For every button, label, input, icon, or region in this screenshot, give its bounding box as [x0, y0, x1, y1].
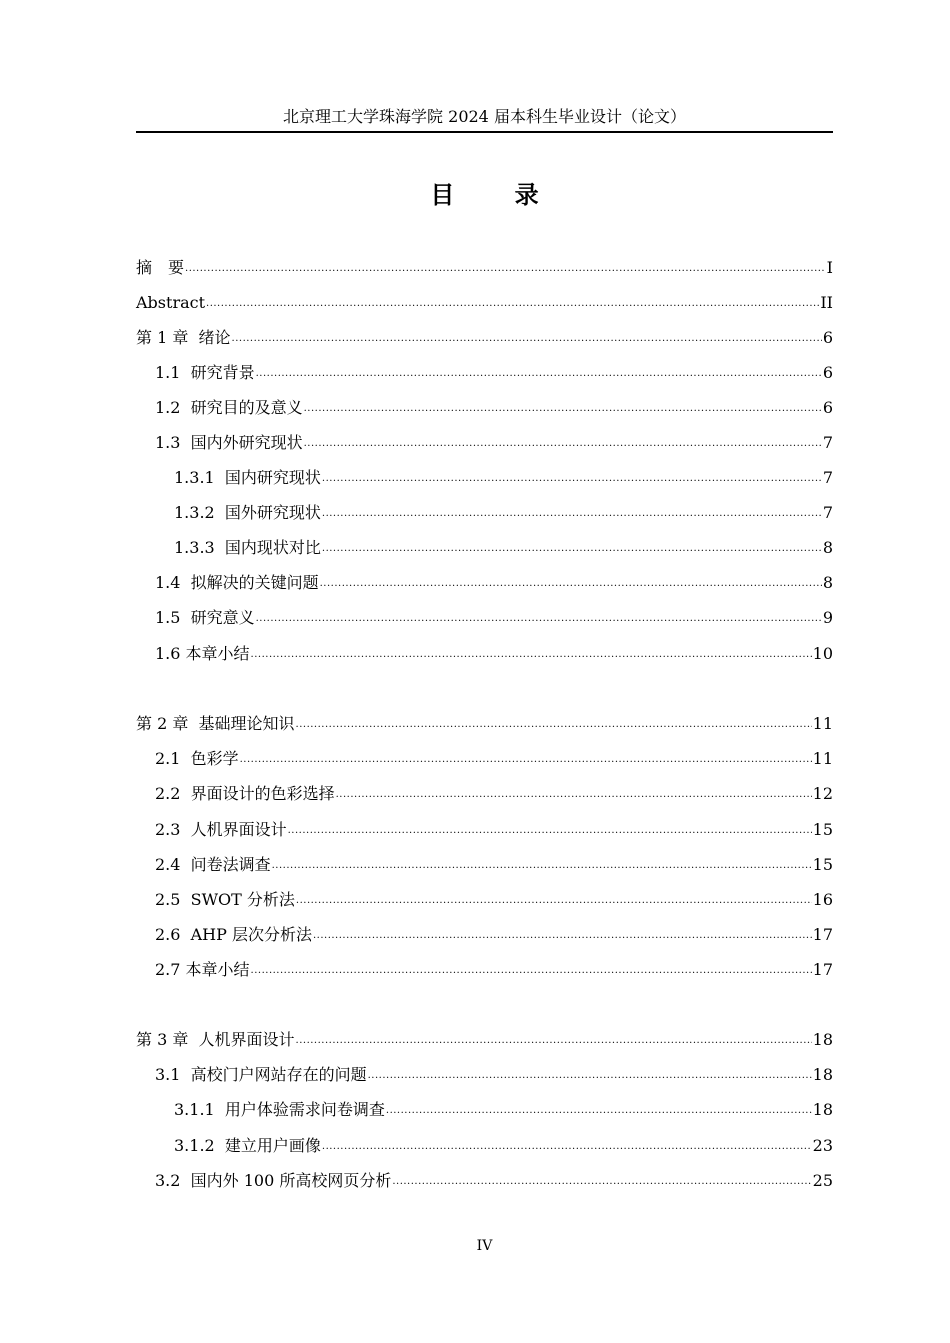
toc-entry-page: 10 — [812, 644, 833, 663]
toc-entry-1-1[interactable] — [136, 360, 833, 384]
toc-dot-leader — [322, 509, 822, 519]
toc-entry-1-3-3[interactable] — [136, 535, 833, 559]
toc-entry-3-2[interactable] — [136, 1168, 833, 1192]
toc-entry-1-5[interactable] — [136, 605, 833, 629]
toc-dot-leader — [296, 896, 812, 906]
toc-entry-page: 7 — [822, 433, 833, 452]
toc-entry-page: 17 — [812, 960, 833, 979]
toc-entry-1-6[interactable] — [136, 641, 833, 665]
toc-entry-1-3-2[interactable] — [136, 500, 833, 524]
toc-entry-3-1-1[interactable] — [136, 1097, 833, 1121]
toc-entry-abstract-cn[interactable] — [136, 255, 833, 279]
toc-entry-label: 摘 要 — [136, 258, 185, 277]
toc-dot-leader — [256, 614, 822, 624]
toc-entry-page: 23 — [812, 1136, 833, 1155]
toc-entry-page: 8 — [822, 538, 833, 557]
toc-entry-page: 18 — [812, 1065, 833, 1084]
toc-entry-label: 2.6 AHP 层次分析法 — [155, 925, 312, 944]
toc-dot-leader — [392, 1177, 811, 1187]
toc-entry-page: 9 — [822, 608, 833, 627]
toc-entry-label: 1.6 本章小结 — [155, 644, 250, 663]
toc-entry-2-5[interactable] — [136, 887, 833, 911]
toc-dot-leader — [206, 299, 819, 309]
toc-dot-leader — [320, 579, 822, 589]
toc-entry-page: 7 — [822, 468, 833, 487]
toc-entry-label: 2.2 界面设计的色彩选择 — [155, 784, 335, 803]
toc-dot-leader — [251, 650, 812, 660]
page-header: 北京理工大学珠海学院 2024 届本科生毕业设计（论文） — [283, 107, 686, 126]
toc-entry-1-3-1[interactable] — [136, 465, 833, 489]
toc-dot-leader — [240, 755, 812, 765]
toc-entry-page: 8 — [822, 573, 833, 592]
toc-entry-label: 3.2 国内外 100 所高校网页分析 — [155, 1171, 392, 1190]
toc-entry-label: 第 1 章 绪论 — [136, 328, 231, 347]
toc-entry-page: 6 — [822, 398, 833, 417]
toc-entry-2-2[interactable] — [136, 781, 833, 805]
toc-dot-leader — [185, 264, 826, 274]
table-of-contents — [136, 0, 833, 1343]
toc-dot-leader — [304, 404, 822, 414]
toc-dot-leader — [232, 334, 822, 344]
toc-entry-chapter-3[interactable] — [136, 1027, 833, 1051]
toc-entry-label: 1.3.3 国内现状对比 — [174, 538, 321, 557]
toc-entry-page: 11 — [812, 714, 833, 733]
toc-entry-2-4[interactable] — [136, 852, 833, 876]
toc-entry-label: 1.4 拟解决的关键问题 — [155, 573, 319, 592]
toc-entry-2-1[interactable] — [136, 746, 833, 770]
toc-entry-page: 18 — [812, 1100, 833, 1119]
toc-entry-page: 15 — [812, 855, 833, 874]
toc-entry-2-3[interactable] — [136, 817, 833, 841]
toc-entry-page: 25 — [812, 1171, 833, 1190]
toc-entry-label: 第 3 章 人机界面设计 — [136, 1030, 295, 1049]
toc-entry-page: 6 — [822, 328, 833, 347]
toc-dot-leader — [288, 826, 812, 836]
toc-entry-label: 1.3 国内外研究现状 — [155, 433, 303, 452]
toc-dot-leader — [313, 931, 812, 941]
toc-dot-leader — [368, 1071, 812, 1081]
toc-entry-1-4[interactable] — [136, 570, 833, 594]
toc-dot-leader — [322, 544, 822, 554]
toc-entry-label: 1.1 研究背景 — [155, 363, 255, 382]
toc-dot-leader — [304, 439, 822, 449]
toc-entry-page: 17 — [812, 925, 833, 944]
page-number: IV — [476, 1238, 493, 1254]
toc-entry-label: 第 2 章 基础理论知识 — [136, 714, 295, 733]
toc-entry-page: 12 — [812, 784, 833, 803]
toc-entry-page: I — [826, 258, 833, 277]
toc-entry-label: Abstract — [136, 293, 206, 312]
toc-dot-leader — [336, 790, 812, 800]
toc-title: 目 录 — [430, 181, 565, 209]
toc-dot-leader — [322, 474, 822, 484]
toc-entry-chapter-1[interactable] — [136, 325, 833, 349]
toc-entry-1-3[interactable] — [136, 430, 833, 454]
toc-dot-leader — [386, 1106, 812, 1116]
toc-entry-page: 16 — [812, 890, 833, 909]
toc-entry-page: 18 — [812, 1030, 833, 1049]
toc-entry-2-6[interactable] — [136, 922, 833, 946]
toc-entry-chapter-2[interactable] — [136, 711, 833, 735]
toc-dot-leader — [296, 720, 812, 730]
toc-dot-leader — [272, 861, 812, 871]
toc-entry-page: II — [820, 293, 833, 312]
toc-entry-page: 15 — [812, 820, 833, 839]
toc-entry-label: 2.3 人机界面设计 — [155, 820, 287, 839]
toc-entry-3-1-2[interactable] — [136, 1133, 833, 1157]
toc-dot-leader — [296, 1036, 812, 1046]
toc-entry-label: 3.1.1 用户体验需求问卷调查 — [174, 1100, 385, 1119]
toc-entry-page: 7 — [822, 503, 833, 522]
toc-dot-leader — [322, 1142, 812, 1152]
toc-entry-3-1[interactable] — [136, 1062, 833, 1086]
toc-entry-label: 3.1.2 建立用户画像 — [174, 1136, 321, 1155]
toc-entry-1-2[interactable] — [136, 395, 833, 419]
toc-entry-label: 2.1 色彩学 — [155, 749, 239, 768]
toc-entry-page: 6 — [822, 363, 833, 382]
toc-entry-label: 2.5 SWOT 分析法 — [155, 890, 295, 909]
toc-entry-label: 1.3.2 国外研究现状 — [174, 503, 321, 522]
toc-entry-label: 3.1 高校门户网站存在的问题 — [155, 1065, 367, 1084]
toc-entry-label: 1.5 研究意义 — [155, 608, 255, 627]
toc-entry-2-7[interactable] — [136, 957, 833, 981]
toc-dot-leader — [251, 966, 812, 976]
toc-entry-label: 2.4 问卷法调查 — [155, 855, 271, 874]
toc-entry-label: 1.3.1 国内研究现状 — [174, 468, 321, 487]
toc-entry-page: 11 — [812, 749, 833, 768]
toc-entry-label: 1.2 研究目的及意义 — [155, 398, 303, 417]
toc-entry-abstract-en[interactable] — [136, 290, 833, 314]
toc-entry-label: 2.7 本章小结 — [155, 960, 250, 979]
toc-dot-leader — [256, 369, 822, 379]
